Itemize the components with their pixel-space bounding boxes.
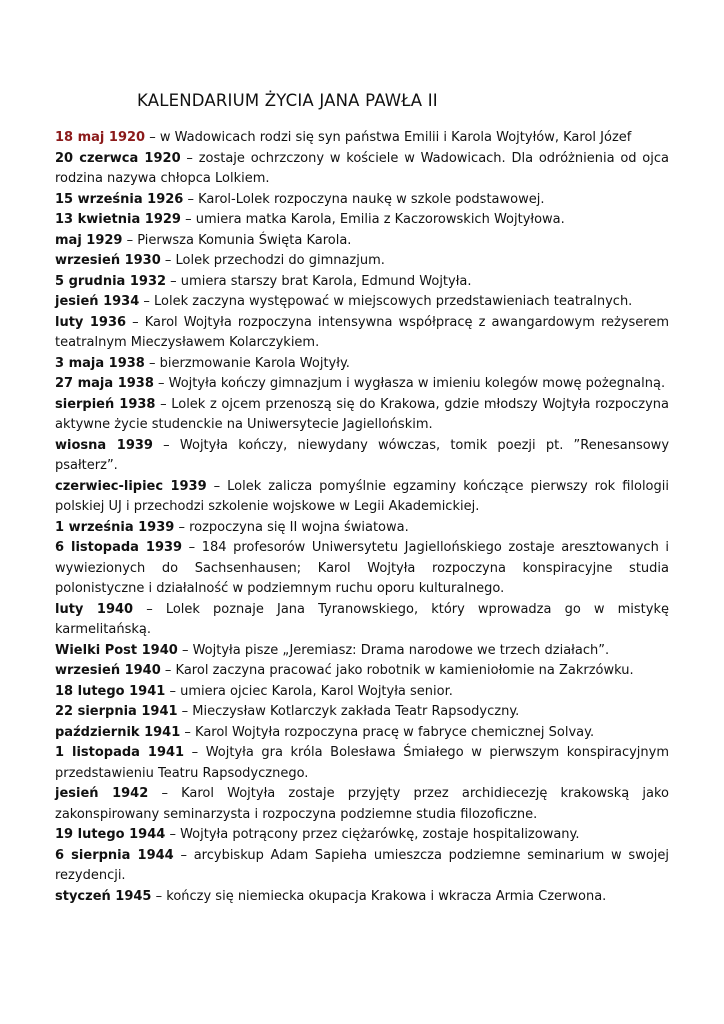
timeline-entry [55,251,669,272]
entry-text: – Wojtyła kończy, niewydany wówczas, tomik poezji pt. ”Renesansowy psałterz”. [55,437,670,473]
entry-date: 20 czerwca 1920 [55,150,181,166]
timeline-entry [55,231,669,252]
entry-date: październik 1941 [55,724,181,740]
timeline-entry [55,210,669,231]
timeline-entry [55,518,669,539]
entry-date: Wielki Post 1940 [55,642,178,658]
entry-date: 6 sierpnia 1944 [55,847,174,863]
timeline-entry [55,723,669,744]
entry-text: – Wojtyła pisze „Jeremiasz: Drama narodowe we trzech działach”. [177,642,610,658]
entry-text: – Karol-Lolek rozpoczyna naukę w szkole podstawowej. [183,191,545,207]
entry-text: – Karol zaczyna pracować jako robotnik w kamieniołomie na Zakrzówku. [160,663,634,678]
document-page [55,88,669,907]
entry-date: 22 sierpnia 1941 [55,704,178,719]
entry-text: – Lolek poznaje Jana Tyranowskiego, który wprowadza go w mistykę karmelitańską. [55,601,669,637]
entry-date: maj 1929 [55,232,123,248]
entry-text: – umiera ojciec Karola, Karol Wojtyła senior. [165,683,453,699]
entry-text: – Karol Wojtyła rozpoczyna intensywna współpracę z awangardowym reżyserem teatralnym Mieczysławem Kolarczykiem. [55,314,670,350]
entry-text: – rozpoczyna się II wojna światowa. [174,519,409,535]
entry-date: sierpień 1938 [55,396,156,412]
timeline-entry [55,436,669,477]
entry-text: – Wojtyła kończy gimnazjum i wygłasza w imieniu kolegów mowę pożegnalną. [153,376,666,391]
timeline-entry [55,825,669,846]
timeline-entry [55,395,669,436]
timeline-entry [55,641,669,662]
entry-text: – kończy się niemiecka okupacja Krakowa i wkracza Armia Czerwona. [151,888,607,904]
entry-text: – bierzmowanie Karola Wojtyły. [144,355,350,371]
entry-date: 27 maja 1938 [55,376,154,391]
timeline-entry [55,702,669,723]
entry-date: jesień 1942 [55,786,149,801]
entry-date: styczeń 1945 [55,888,152,904]
entry-text: – umiera starszy brat Karola, Edmund Wojtyła. [166,273,472,289]
timeline-entry [55,292,669,313]
entry-text: – zostaje ochrzczony w kościele w Wadowicach. Dla odróżnienia od ojca rodzina nazywa chłopca Lolkiem. [55,150,669,186]
entry-date: 1 września 1939 [55,519,175,535]
timeline-entry [55,600,669,641]
timeline-list [55,128,669,907]
timeline-entry [55,354,669,375]
entry-text: – Karol Wojtyła rozpoczyna pracę w fabryce chemicznej Solvay. [180,724,595,740]
timeline-entry [55,477,669,518]
timeline-entry [55,887,669,908]
entry-text: – w Wadowicach rodzi się syn państwa Emilii i Karola Wojtyłów, Karol Józef [145,130,632,145]
entry-date: wiosna 1939 [55,437,153,453]
entry-date: 6 listopada 1939 [55,540,183,555]
entry-date: 15 września 1926 [55,191,184,207]
timeline-entry [55,784,669,825]
entry-date: czerwiec-lipiec 1939 [55,478,207,494]
document-title: KALENDARIUM ŻYCIA JANA PAWŁA II [137,91,438,110]
timeline-entry [55,682,669,703]
entry-text: – umiera matka Karola, Emilia z Kaczorowskich Wojtyłowa. [180,212,565,227]
entry-date: 13 kwietnia 1929 [55,212,181,227]
entry-text: – Wojtyła gra króla Bolesława Śmiałego w pierwszym konspiracyjnym przedstawieniu Teatru Rapsodycznego. [55,745,669,781]
entry-text: – Wojtyła potrącony przez ciężarówkę, zostaje hospitalizowany. [165,827,580,842]
entry-date: 5 grudnia 1932 [55,273,167,289]
timeline-entry [55,128,669,149]
entry-text: – 184 profesorów Uniwersytetu Jagiellońskiego zostaje aresztowanych i wywiezionych do Sachsenhausen; Karol Wojtyła rozpoczyna konspiracyjne studia polonistyczne i działalność w podziemnym ruchu oporu kulturalnego. [55,540,669,596]
entry-text: – arcybiskup Adam Sapieha umieszcza podziemne seminarium w swojej rezydencji. [55,847,669,883]
entry-date: 18 maj 1920 [55,130,146,145]
entry-text: – Karol Wojtyła zostaje przyjęty przez archidiecezję krakowską jako zakonspirowany seminarzysta i rozpoczyna podziemne studia filozoficzne. [55,786,669,822]
entry-date: wrzesień 1940 [55,663,161,678]
timeline-entry [55,743,669,784]
entry-text: – Lolek przechodzi do gimnazjum. [160,253,385,268]
entry-text: – Lolek z ojcem przenoszą się do Krakowa, gdzie młodszy Wojtyła rozpoczyna aktywne życie studenckie na Uniwersytecie Jagiellońskim. [55,396,669,432]
entry-date: 19 lutego 1944 [55,827,166,842]
timeline-entry [55,661,669,682]
entry-text: – Pierwsza Komunia Święta Karola. [122,232,352,248]
timeline-entry [55,272,669,293]
entry-date: wrzesień 1930 [55,253,161,268]
timeline-entry [55,313,669,354]
entry-date: 18 lutego 1941 [55,683,166,699]
entry-text: – Lolek zaczyna występować w miejscowych przedstawieniach teatralnych. [139,294,633,309]
entry-text: – Lolek zalicza pomyślnie egzaminy kończące pierwszy rok filologii polskiej UJ i przechodzi szkolenie wojskowe w Legii Akademickiej. [55,478,669,514]
entry-date: 3 maja 1938 [55,355,145,371]
entry-text: – Mieczysław Kotlarczyk zakłada Teatr Rapsodyczny. [177,704,520,719]
timeline-entry [55,190,669,211]
timeline-entry [55,149,669,190]
entry-date: luty 1936 [55,314,127,330]
timeline-entry [55,538,669,600]
timeline-entry [55,374,669,395]
entry-date: jesień 1934 [55,294,140,309]
timeline-entry [55,846,669,887]
entry-date: luty 1940 [55,601,134,617]
entry-date: 1 listopada 1941 [55,745,185,760]
